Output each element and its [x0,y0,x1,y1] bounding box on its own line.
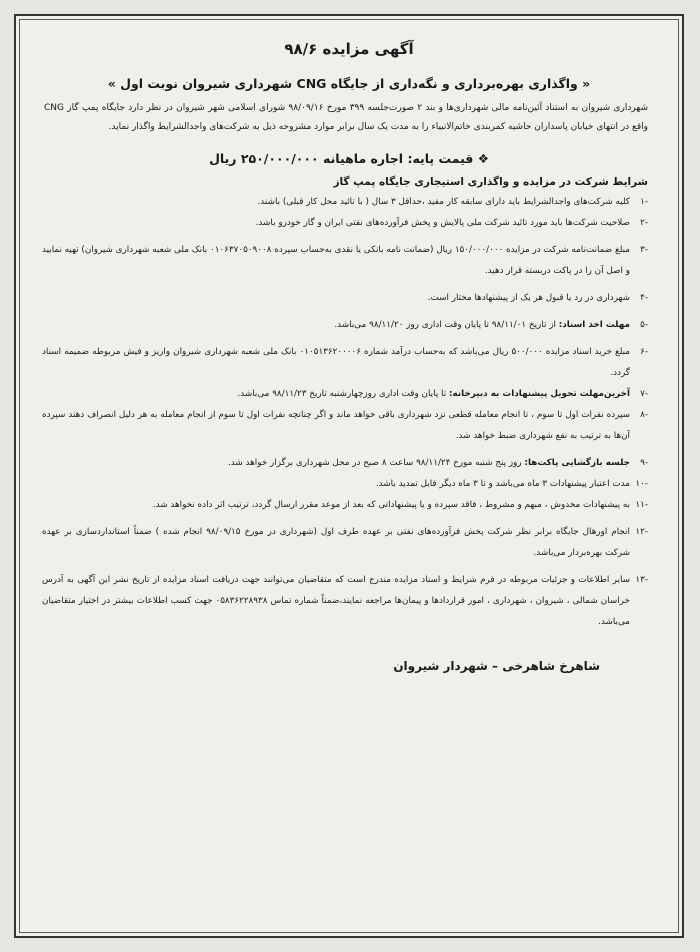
item-text: کلیه شرکت‌های واجدالشرایط باید دارای سابقه کار مفید ،حداقل ۳ سال ( با تائید محل کار قبلی) باشند. [257,197,630,207]
item-number: -۱۳ [635,575,648,585]
item-number: -۱۲ [635,527,648,537]
item-text: مبلغ ضمانت‌نامه شرکت در مزایده ۱۵۰/۰۰۰/۰۰۰ ریال (ضمانت نامه بانکی یا نقدی به‌حساب سپرده ۰۱۰۶۳۷۰۵۰۹۰۰۸ بانک ملی شعبه شهرداری شیروان) تهیه نمایید و اصل آن را در پاکت دربسته قرار دهید. [41,245,630,276]
condition-item [42,495,648,516]
item-number: -۷ [640,389,648,399]
item-text: روز پنج شنبه مورخ ۹۸/۱۱/۲۴ ساعت ۸ صبح در محل شهرداری برگزار خواهد شد. [227,458,525,468]
condition-item [42,474,648,495]
item-text: از تاریخ ۹۸/۱۱/۰۱ تا پایان وقت اداری روز ۹۸/۱۱/۲۰ می‌باشد. [334,320,559,330]
conditions-title: شرایط شرکت در مزایده و واگذاری استیجاری جایگاه پمپ گاز [333,176,648,188]
item-number: -۱۱ [635,500,648,510]
condition-item [42,240,648,282]
condition-item [42,192,648,213]
condition-item [42,288,648,309]
item-number: -۶ [640,347,648,357]
item-text: مدت اعتبار پیشنهادات ۳ ماه می‌باشد و تا ۳ ماه دیگر قابل تمدید باشد. [375,479,630,489]
item-number: -۸ [640,410,648,420]
item-number: -۲ [640,218,648,228]
intro-paragraph: شهرداری شیروان به استناد آئین‌نامه مالی شهرداری‌ها و بند ۲ صورت‌جلسه ۳۹۹ مورخ ۹۸/۰۹/۱۶ شورای اسلامی شهر شیروان در نظر دارد جایگاه پمپ گاز CNG واقع در انتهای خیابان پاسداران حاشیه کمربندی خاتم‌الانبیاء را به مدت یک سال برابر موارد مشروحه ذیل به شرکت‌های واجدالشرایط واگذار نماید. [44,103,648,132]
condition-item [42,315,648,336]
condition-item [42,405,648,447]
item-number: -۵ [640,320,648,330]
condition-item [42,522,648,564]
item-text: تا پایان وقت اداری روزچهارشنبه تاریخ ۹۸/۱۱/۲۳ می‌باشد. [237,389,449,399]
condition-item [42,384,648,405]
conditions-list [32,192,666,633]
notice-page [14,14,684,938]
condition-item [42,570,648,633]
item-text: سایر اطلاعات و جزئیات مربوطه در فرم شرایط و اسناد مزایده مندرج است که متقاضیان می‌توانند جهت دریافت اسناد مزایده از تاریخ نشر این آگهی به آدرس خراسان شمالی ، شیروان ، شهرداری ، امور قراردادها و پیمان‌ها مراجعه نمایند،ضمناً شماره تماس ۰۵۸۳۶۲۲۸۹۳۸ جهت کسب اطلاعات بیشتر در اختیار متقاضیان می‌باشد. [42,575,630,627]
condition-item [42,213,648,234]
item-number: -۱۰ [635,479,648,489]
item-text: به پیشنهادات مخدوش ، مبهم و مشروط ، فاقد سپرده و یا پیشنهاداتی که بعد از موعد مقرر ارسال گردد، ترتیب اثر داده نخواهد شد. [152,500,630,510]
notice-title: آگهی مزایده ۹۸/۶ [284,40,414,58]
item-label: جلسه بازگشایی پاکت‌ها: [524,458,630,468]
item-text: صلاحیت شرکت‌ها باید مورد تائید شرکت ملی پالایش و پخش فرآورده‌های نفتی ایران و گاز خودرو باشد. [255,218,630,228]
notice-content [32,30,666,922]
item-text: مبلغ خرید اسناد مزایده ۵۰۰/۰۰۰ ریال می‌باشد که به‌حساب درآمد شماره ۰۱۰۵۱۳۶۲۰۰۰۰۶ بانک ملی شعبه شهرداری شیروان واریز و فیش مربوطه ضمیمه اسناد گردد. [42,347,630,378]
item-number: -۱ [640,197,648,207]
item-text: شهرداری در رد یا قبول هر یک از پیشنهادها مختار است. [427,293,630,303]
signature: شاهرخ شاهرخی – شهردار شیروان [393,659,600,673]
item-number: -۹ [640,458,648,468]
item-label: آخرین‌مهلت تحویل پیشنهادات به دبیرخانه: [448,389,630,399]
item-text: انجام اورهال جایگاه برابر نظر شرکت پخش فرآورده‌های نفتی بر عهده طرف اول (شهرداری در مورخ ۹۸/۰۹/۱۵ انجام شده ) ضمناً استانداردسازی بر عهده شرکت بهره‌بردار می‌باشد. [42,527,630,558]
condition-item [42,453,648,474]
item-label: مهلت اخذ اسناد: [558,320,630,330]
item-number: -۳ [640,245,648,255]
item-number: -۴ [640,293,648,303]
condition-item [42,342,648,384]
base-price: ❖ قیمت پایه: اجاره ماهیانه ۲۵۰/۰۰۰/۰۰۰ ریال [209,151,489,166]
notice-subject: « واگذاری بهره‌برداری و نگه‌داری از جایگاه CNG شهرداری شیروان نوبت اول » [107,76,591,91]
item-text: سپرده نفرات اول تا سوم ، تا انجام معامله قطعی نزد شهرداری باقی خواهد ماند و اگر چنانچه نفرات اول تا سوم از انجام معامله به هر دلیل انصراف دهند سپرده آن‌ها به ترتیب به نفع شهرداری ضبط خواهد شد. [42,410,630,441]
